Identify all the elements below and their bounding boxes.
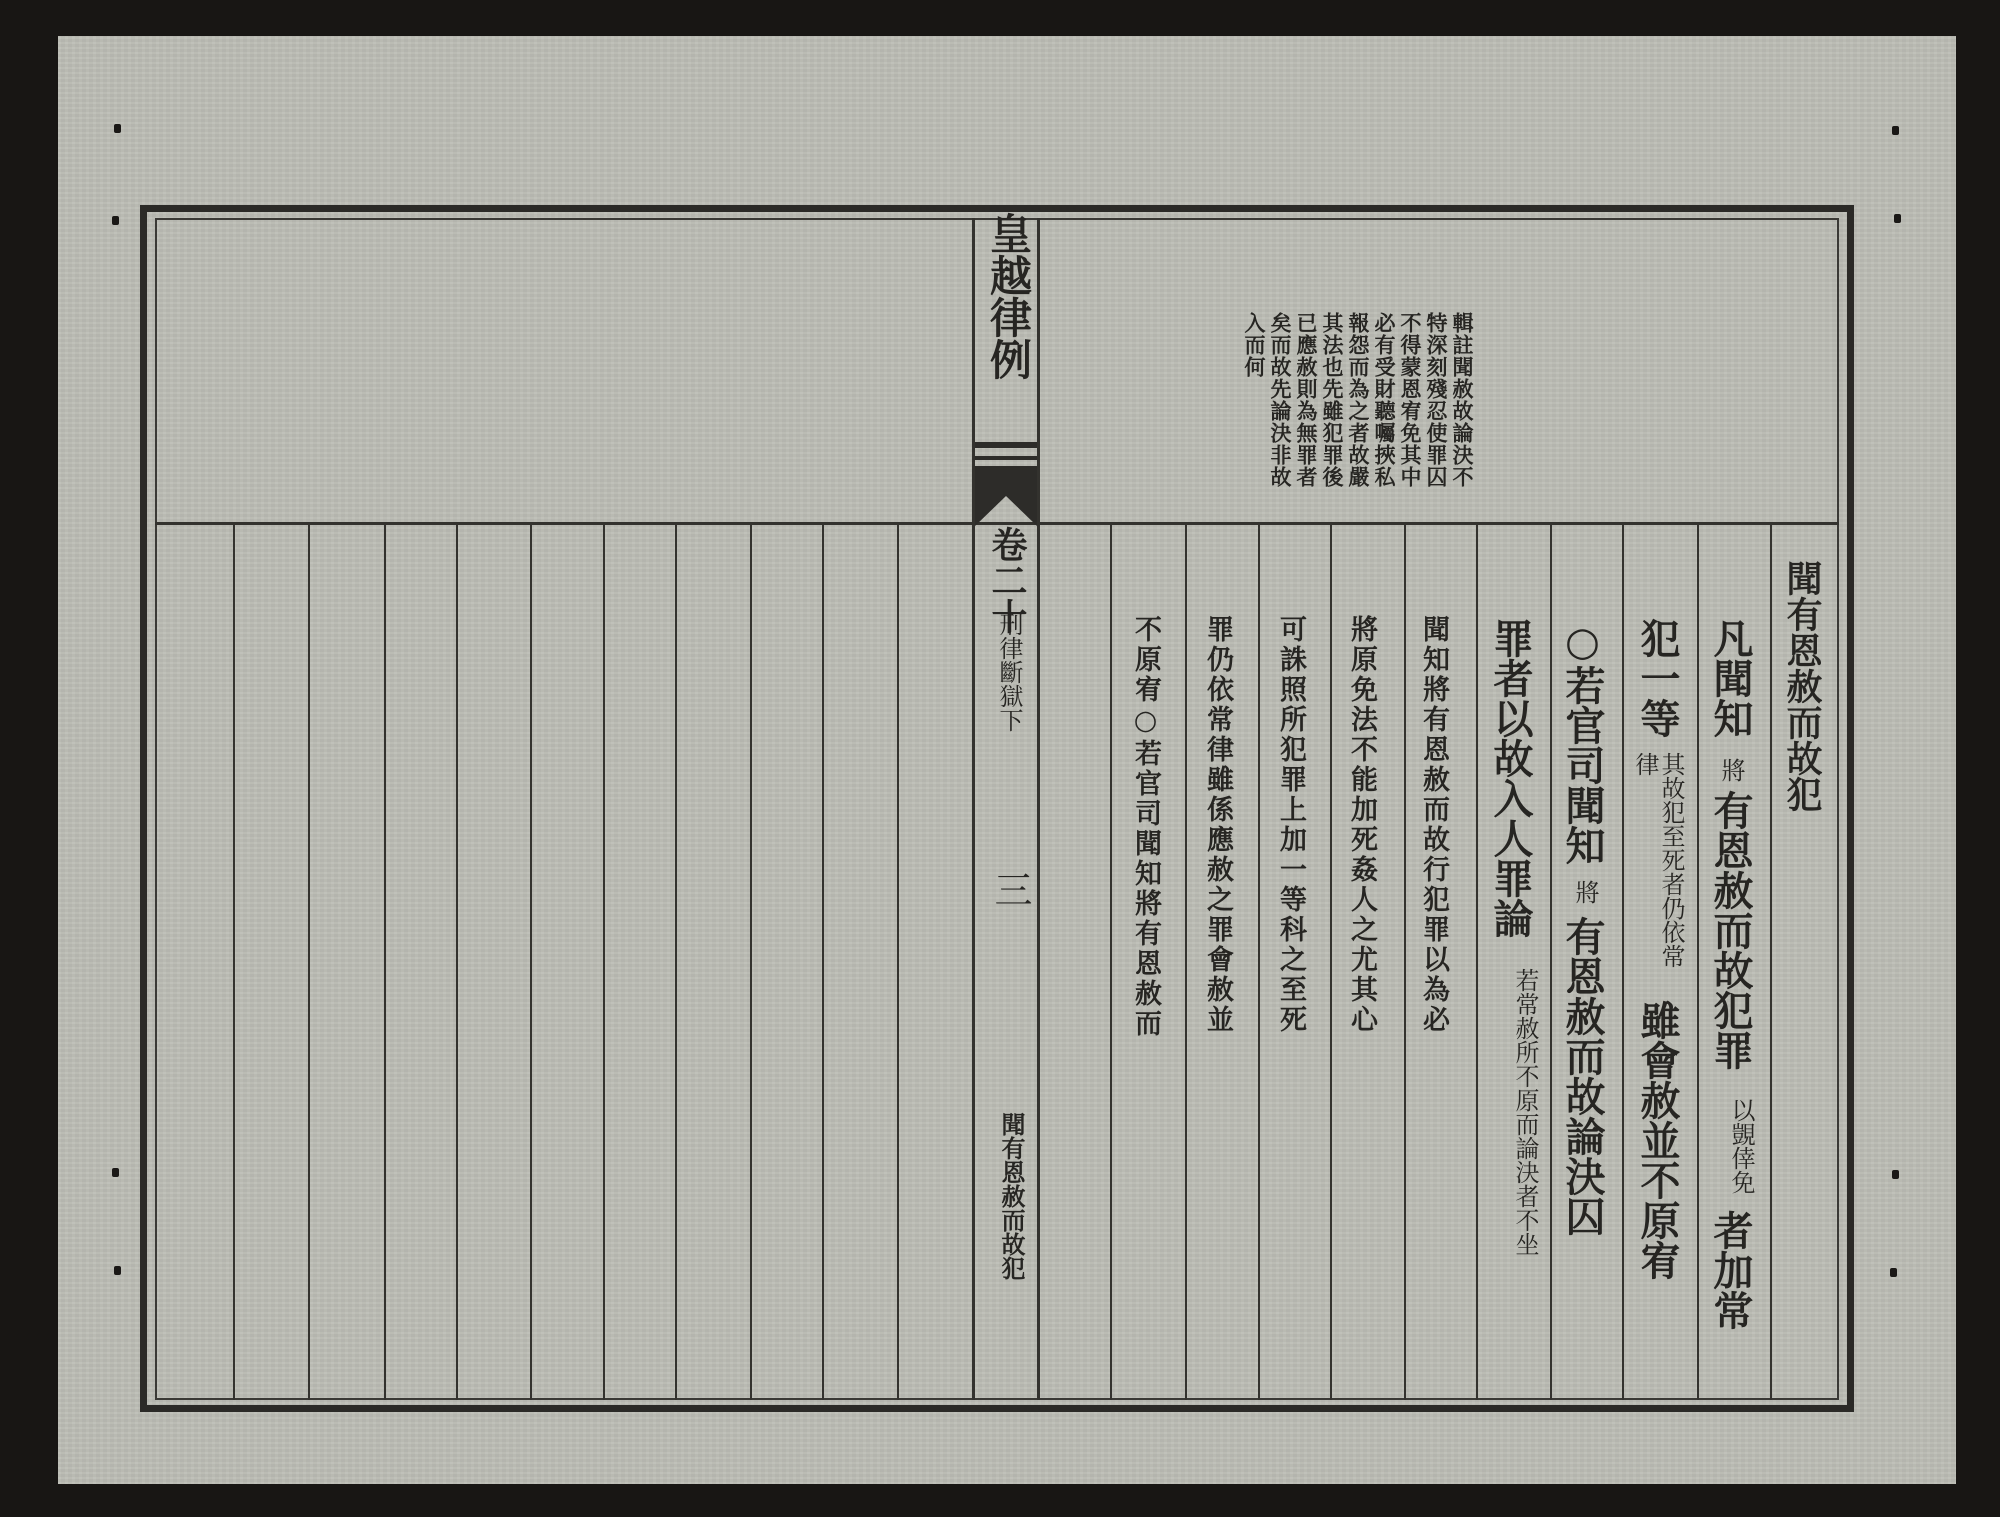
binding-hole xyxy=(114,124,121,133)
fish-tail-bar xyxy=(975,456,1037,460)
column-rule xyxy=(308,522,310,1400)
column-rule xyxy=(897,522,899,1400)
fish-tail-ornament xyxy=(975,466,1037,526)
column-rule xyxy=(675,522,677,1400)
column-rule xyxy=(530,522,532,1400)
volume-label: 卷二十 xyxy=(986,526,1028,634)
binding-hole xyxy=(1892,126,1899,135)
column-rule xyxy=(1622,522,1624,1400)
article-heading: 聞有恩赦而故犯 xyxy=(1781,560,1823,812)
center-fold-right-rule xyxy=(1037,218,1040,1400)
center-fold-left-rule xyxy=(972,218,975,1400)
column-rule xyxy=(1404,522,1406,1400)
column-rule xyxy=(1770,522,1772,1400)
column-rule xyxy=(822,522,824,1400)
commentary-column: 聞知將有恩赦而故行犯罪以為必 xyxy=(1418,615,1449,1035)
column-rule xyxy=(456,522,458,1400)
column-rule xyxy=(384,522,386,1400)
column-rule xyxy=(233,522,235,1400)
fish-tail-bar xyxy=(975,442,1037,448)
binding-hole xyxy=(114,1266,121,1275)
binding-hole xyxy=(1894,214,1901,223)
commentary-column: 罪仍依常律雖係應赦之罪會赦並 xyxy=(1202,615,1233,1035)
commentary-column: 將原免法不能加死姦人之尤其心 xyxy=(1346,615,1377,1035)
column-rule xyxy=(1185,522,1187,1400)
column-rule xyxy=(1697,522,1699,1400)
column-rule xyxy=(750,522,752,1400)
column-rule xyxy=(1258,522,1260,1400)
commentary-column: 不原宥○若官司聞知將有恩赦而 xyxy=(1130,615,1161,1039)
column-rule xyxy=(603,522,605,1400)
section-label: 刑律斷獄下 xyxy=(995,612,1023,732)
binding-hole xyxy=(1892,1170,1899,1179)
binding-hole xyxy=(112,216,119,225)
page-number: 三 xyxy=(988,870,1032,908)
commentary-column: 可誅照所犯罪上加一等科之至死 xyxy=(1275,615,1306,1035)
binding-hole xyxy=(1890,1268,1897,1277)
book-title: 皇越律例 xyxy=(984,212,1033,380)
chapter-label: 聞有恩赦而故犯 xyxy=(997,1112,1026,1280)
column-rule xyxy=(1110,522,1112,1400)
binding-hole xyxy=(112,1168,119,1177)
column-rule xyxy=(1330,522,1332,1400)
column-rule xyxy=(1476,522,1478,1400)
column-rule xyxy=(1550,522,1552,1400)
